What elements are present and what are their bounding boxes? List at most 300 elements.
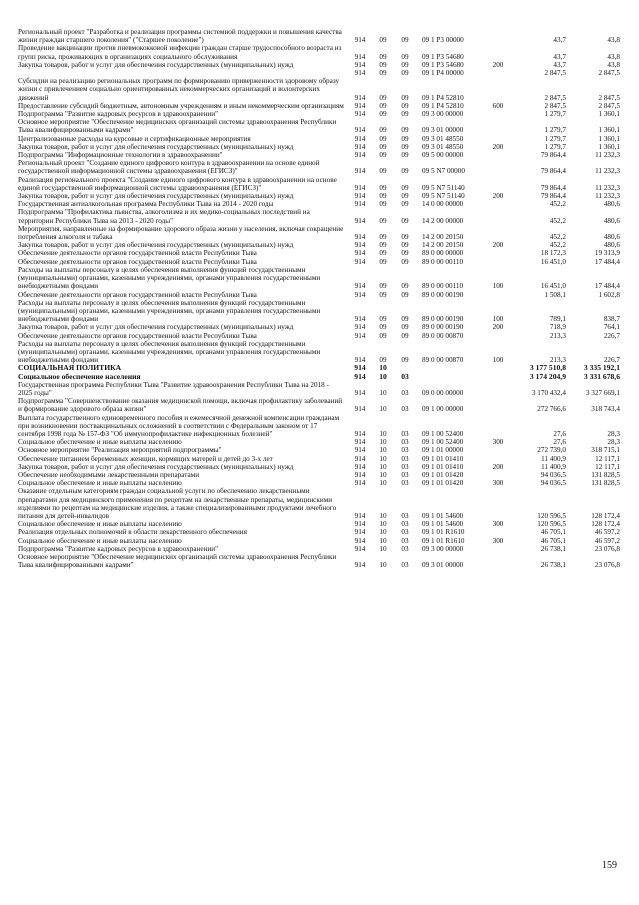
cell-a: 272 739,0 (537, 446, 566, 455)
cell-k: 09 3 01 48550 (422, 142, 464, 151)
cell-a: 43,7 (553, 60, 566, 69)
cell-r: 09 (379, 233, 387, 242)
cell-name: Подпрограмма "Развитие кадровых ресурсов в здравоохранении" (18, 110, 219, 119)
cell-a: 452,2 (549, 200, 566, 209)
cell-name: Выплата государственного единовременного пособия и ежемесячной денежной компенсации гражданам при возникновении поствакцинальных осложнений в соответствии с Федеральным законом от 17 сентября 1998 года № 157-ФЗ "Об иммунопрофилактике инфекционных болезней" (18, 413, 340, 438)
cell-v: 914 (354, 233, 366, 242)
cell-k: 09 3 01 48550 (422, 134, 464, 143)
cell-t: 100 (492, 356, 504, 365)
table-row (18, 135, 620, 143)
cell-r: 09 (379, 151, 387, 160)
table-row (18, 102, 620, 110)
table-row (18, 446, 620, 454)
cell-k: 09 1 00 52400 (422, 438, 464, 447)
cell-t: 300 (492, 479, 504, 488)
cell-t: 100 (492, 315, 504, 324)
cell-p: 03 (401, 438, 409, 447)
cell-p: 09 (401, 151, 409, 160)
cell-a: 272 766,6 (537, 405, 566, 414)
table-row (18, 110, 620, 118)
cell-v: 914 (354, 405, 366, 414)
cell-p: 03 (401, 446, 409, 455)
cell-k: 89 0 00 00190 (422, 323, 464, 332)
cell-r: 09 (379, 101, 387, 110)
table-row (18, 61, 620, 69)
cell-b: 17 484,4 (594, 282, 620, 291)
table-row (18, 291, 620, 299)
cell-k: 09 1 01 54600 (422, 520, 464, 529)
cell-name: Региональный проект "Разработка и реализация программы системной поддержки и повышения качества жизни граждан старшего поколения" ("Старшее поколение") (18, 28, 342, 45)
cell-p: 09 (401, 101, 409, 110)
cell-b: 128 172,4 (591, 520, 620, 529)
cell-a: 2 847,5 (544, 69, 566, 78)
cell-r: 10 (379, 363, 387, 373)
cell-v: 914 (354, 315, 366, 324)
cell-r: 10 (379, 544, 387, 553)
cell-p: 09 (401, 290, 409, 299)
cell-a: 452,2 (549, 233, 566, 242)
cell-v: 914 (354, 544, 366, 553)
cell-v: 914 (354, 192, 366, 201)
table-row (18, 151, 620, 159)
cell-p: 09 (401, 183, 409, 192)
cell-v: 914 (354, 142, 366, 151)
table-row (18, 381, 620, 397)
cell-name: Основное мероприятие "Реализация мероприятий подпрограммы" (18, 446, 222, 455)
cell-r: 10 (379, 528, 387, 537)
cell-p: 09 (401, 356, 409, 365)
cell-k: 09 1 P4 52810 (422, 101, 464, 110)
cell-k: 09 3 01 00000 (422, 126, 464, 135)
cell-b: 1 602,8 (598, 290, 620, 299)
cell-name: Оказание отдельным категориям граждан социальной услуги по обеспечению лекарственными препаратами для медицинского применения по рецептам на лекарственные препараты, медицинскими изделиями по рецептам на медицинские изделия, а также специализированными продуктами лечебного питания для детей-инвалидов (18, 487, 337, 520)
cell-p: 03 (401, 371, 409, 381)
table-row (18, 249, 620, 257)
cell-p: 03 (401, 429, 409, 438)
cell-r: 10 (379, 388, 387, 397)
table-row (18, 143, 620, 151)
cell-b: 12 117,1 (595, 462, 620, 471)
cell-a: 2 847,5 (544, 93, 566, 102)
cell-k: 09 1 P3 00000 (422, 36, 464, 45)
cell-k: 89 0 00 00870 (422, 331, 464, 340)
table-row (18, 479, 620, 487)
table-row (18, 463, 620, 471)
cell-r: 10 (379, 429, 387, 438)
cell-name: Закупка товаров, работ и услуг для обеспечения государственных (муниципальных) нужд (18, 241, 294, 250)
cell-b: 3 335 192,1 (583, 363, 620, 373)
cell-v: 914 (354, 257, 366, 266)
cell-p: 09 (401, 60, 409, 69)
cell-a: 2 847,5 (544, 101, 566, 110)
cell-a: 46 705,1 (540, 528, 566, 537)
cell-r: 10 (379, 470, 387, 479)
cell-b: 3 331 678,6 (583, 371, 620, 381)
cell-k: 09 3 00 00000 (422, 544, 464, 553)
cell-a: 452,2 (549, 241, 566, 250)
cell-name: Региональный проект "Создание единого цифрового контура в здравоохранении на основе единой государственной информационной системы здравоохранения (ЕГИСЗ)" (18, 159, 320, 176)
table-row (18, 397, 620, 413)
cell-b: 1 360,1 (598, 110, 620, 119)
cell-b: 11 232,3 (595, 151, 620, 160)
table-row (18, 373, 620, 381)
cell-t: 200 (492, 192, 504, 201)
cell-v: 914 (354, 69, 366, 78)
table-row (18, 241, 620, 249)
cell-p: 03 (401, 544, 409, 553)
cell-a: 43,7 (553, 36, 566, 45)
cell-b: 23 076,8 (594, 544, 620, 553)
cell-b: 838,7 (603, 315, 620, 324)
cell-b: 480,6 (603, 216, 620, 225)
cell-b: 318 715,1 (591, 446, 620, 455)
table-row (18, 487, 620, 520)
cell-v: 914 (354, 454, 366, 463)
cell-p: 09 (401, 69, 409, 78)
table-row (18, 323, 620, 331)
table-row (18, 159, 620, 175)
cell-b: 764,1 (603, 323, 620, 332)
table-row (18, 118, 620, 134)
cell-p: 09 (401, 200, 409, 209)
table-row (18, 537, 620, 545)
cell-v: 914 (354, 371, 366, 381)
cell-b: 12 117,1 (595, 454, 620, 463)
cell-p: 09 (401, 249, 409, 258)
cell-r: 10 (379, 371, 387, 381)
cell-name: Расходы на выплаты персоналу в целях обеспечения выполнения функций государственными (муниципальными) органами, казенными учреждениями, органами управления государственными внебюджетными фондами (18, 339, 321, 365)
cell-k: 09 1 01 R1610 (422, 528, 465, 537)
cell-k: 14 2 00 00000 (422, 216, 464, 225)
cell-b: 1 360,1 (598, 142, 620, 151)
cell-b: 28,3 (607, 429, 620, 438)
cell-b: 3 327 669,1 (585, 388, 620, 397)
cell-k: 14 0 00 00000 (422, 200, 464, 209)
cell-k: 89 0 00 00870 (422, 356, 464, 365)
cell-b: 480,6 (603, 241, 620, 250)
cell-b: 226,7 (603, 356, 620, 365)
cell-r: 09 (379, 257, 387, 266)
cell-v: 914 (354, 363, 366, 373)
cell-r: 10 (379, 462, 387, 471)
cell-name: Обеспечение деятельности органов государственной власти Республики Тыва (18, 331, 257, 340)
cell-p: 09 (401, 241, 409, 250)
cell-t: 300 (492, 520, 504, 529)
cell-a: 11 400,9 (541, 462, 566, 471)
cell-v: 914 (354, 520, 366, 529)
cell-name: Централизованные расходы на курсовые и сертификационные мероприятия (18, 134, 251, 143)
cell-a: 43,7 (553, 52, 566, 61)
table-row (18, 192, 620, 200)
cell-name: Подпрограмма "Совершенствование оказания медицинской помощи, включая профилактику заболеваний и формирование здорового образа жизни" (18, 397, 343, 414)
cell-a: 3 170 432,4 (531, 388, 566, 397)
table-row (18, 208, 620, 224)
cell-a: 46 705,1 (540, 536, 566, 545)
cell-r: 09 (379, 241, 387, 250)
cell-r: 09 (379, 192, 387, 201)
cell-p: 09 (401, 167, 409, 176)
cell-k: 09 3 00 00000 (422, 110, 464, 119)
cell-v: 914 (354, 536, 366, 545)
cell-p: 09 (401, 323, 409, 332)
cell-r: 10 (379, 454, 387, 463)
table-row (18, 471, 620, 479)
cell-b: 46 597,2 (594, 536, 620, 545)
cell-name: Реализация регионального проекта "Создание единого цифрового контура в здравоохранении на основе единой государственной информационной системы здравоохранения (ЕГИСЗ)" (18, 175, 337, 192)
cell-p: 03 (401, 454, 409, 463)
cell-a: 79 864,4 (540, 167, 566, 176)
cell-a: 1 279,7 (544, 126, 566, 135)
cell-a: 120 596,5 (537, 520, 566, 529)
cell-t: 200 (492, 323, 504, 332)
cell-k: 09 1 P4 52810 (422, 93, 464, 102)
cell-p: 03 (401, 536, 409, 545)
table-row (18, 520, 620, 528)
cell-a: 1 279,7 (544, 134, 566, 143)
cell-v: 914 (354, 36, 366, 45)
cell-k: 14 2 00 20150 (422, 233, 464, 242)
table-row (18, 340, 620, 365)
table-row (18, 332, 620, 340)
cell-r: 10 (379, 511, 387, 520)
cell-v: 914 (354, 200, 366, 209)
cell-v: 914 (354, 241, 366, 250)
cell-r: 09 (379, 60, 387, 69)
cell-v: 914 (354, 52, 366, 61)
cell-r: 09 (379, 216, 387, 225)
cell-p: 03 (401, 388, 409, 397)
cell-a: 1 279,7 (544, 142, 566, 151)
cell-k: 09 1 01 R1610 (422, 536, 465, 545)
cell-a: 1 279,7 (544, 110, 566, 119)
cell-p: 09 (401, 134, 409, 143)
cell-p: 03 (401, 479, 409, 488)
table-row (18, 553, 620, 569)
cell-name: Обеспечение деятельности органов государственной власти Республики Тыва (18, 249, 257, 258)
cell-v: 914 (354, 438, 366, 447)
cell-p: 03 (401, 528, 409, 537)
cell-b: 46 597,2 (594, 528, 620, 537)
cell-b: 480,6 (603, 200, 620, 209)
cell-p: 09 (401, 192, 409, 201)
cell-k: 89 0 00 00190 (422, 315, 464, 324)
cell-b: 11 232,3 (595, 183, 620, 192)
cell-k: 09 5 00 00000 (422, 151, 464, 160)
cell-b: 2 847,5 (598, 69, 620, 78)
cell-a: 16 451,0 (540, 282, 566, 291)
cell-name: Государственная программа Республики Тыва "Развитие здравоохранения Республики Тыва на 2018 - 2025 годы" (18, 380, 329, 397)
cell-k: 09 1 00 52400 (422, 429, 464, 438)
cell-r: 10 (379, 446, 387, 455)
cell-r: 10 (379, 438, 387, 447)
cell-name: Обеспечение деятельности органов государственной власти Республики Тыва (18, 290, 257, 299)
cell-r: 09 (379, 142, 387, 151)
table-row (18, 299, 620, 324)
cell-p: 03 (401, 511, 409, 520)
cell-k: 09 1 01 01420 (422, 479, 464, 488)
cell-b: 23 076,8 (594, 561, 620, 570)
cell-a: 1 508,1 (544, 290, 566, 299)
cell-v: 914 (354, 101, 366, 110)
cell-r: 09 (379, 323, 387, 332)
cell-p: 03 (401, 462, 409, 471)
cell-name: Обеспечение деятельности органов государственной власти Республики Тыва (18, 257, 257, 266)
cell-r: 10 (379, 536, 387, 545)
cell-v: 914 (354, 331, 366, 340)
cell-r: 09 (379, 183, 387, 192)
table-row (18, 438, 620, 446)
table-row (18, 44, 620, 60)
cell-k: 89 0 00 00000 (422, 249, 464, 258)
cell-name: Социальное обеспечение и иные выплаты населению (18, 520, 182, 529)
cell-v: 914 (354, 388, 366, 397)
table-row (18, 266, 620, 291)
table-row (18, 69, 620, 77)
cell-t: 100 (492, 282, 504, 291)
cell-r: 09 (379, 282, 387, 291)
cell-t: 200 (492, 142, 504, 151)
cell-name: Расходы на выплаты персоналу в целях обеспечения выполнения функций государственными (муниципальными) органами, казенными учреждениями, органами управления государственными внебюджетными фондами (18, 265, 321, 291)
cell-t: 300 (492, 536, 504, 545)
cell-name: Обеспечение питанием беременных женщин, кормящих матерей и детей до 3-х лет (18, 454, 273, 463)
table-row (18, 455, 620, 463)
cell-r: 10 (379, 561, 387, 570)
cell-a: 79 864,4 (540, 192, 566, 201)
cell-name: Субсидии на реализацию региональных программ по формированию приверженности здоровому образу жизни с привлечением социально ориентированных некоммерческих организаций и волонтерских движений (18, 77, 340, 102)
cell-k: 89 0 00 00190 (422, 290, 464, 299)
cell-b: 11 232,3 (595, 167, 620, 176)
cell-k: 09 1 01 01420 (422, 470, 464, 479)
cell-name: Закупка товаров, работ и услуг для обеспечения государственных (муниципальных) нужд (18, 462, 294, 471)
cell-r: 10 (379, 520, 387, 529)
cell-t: 600 (492, 101, 504, 110)
cell-k: 09 1 P4 00000 (422, 69, 464, 78)
cell-t: 200 (492, 241, 504, 250)
cell-v: 914 (354, 60, 366, 69)
cell-v: 914 (354, 429, 366, 438)
cell-b: 131 828,5 (591, 479, 620, 488)
cell-r: 09 (379, 249, 387, 258)
cell-v: 914 (354, 249, 366, 258)
cell-p: 09 (401, 315, 409, 324)
cell-name: Подпрограмма "Профилактика пьянства, алкоголизма и их медико-социальных последствий на территории Республики Тыва на 2013 - 2020 годы" (18, 208, 310, 225)
cell-p: 03 (401, 405, 409, 414)
table-row (18, 28, 620, 44)
cell-r: 09 (379, 93, 387, 102)
cell-b: 2 847,5 (598, 101, 620, 110)
cell-k: 09 1 01 54600 (422, 511, 464, 520)
cell-v: 914 (354, 528, 366, 537)
cell-r: 10 (379, 479, 387, 488)
cell-p: 09 (401, 282, 409, 291)
cell-a: 11 400,9 (541, 454, 566, 463)
cell-name: Закупка товаров, работ и услуг для обеспечения государственных (муниципальных) нужд (18, 323, 294, 332)
cell-k: 89 0 00 00110 (422, 282, 464, 291)
cell-v: 914 (354, 446, 366, 455)
cell-v: 914 (354, 479, 366, 488)
page-number: 159 (602, 860, 617, 871)
cell-b: 128 172,4 (591, 511, 620, 520)
cell-b: 11 232,3 (595, 192, 620, 201)
table-row (18, 414, 620, 439)
cell-t: 200 (492, 60, 504, 69)
cell-name: Мероприятия, направленные на формирование здорового образа жизни у населения, включая сокращение потребления алкоголя и табака (18, 224, 344, 242)
cell-v: 914 (354, 356, 366, 365)
cell-v: 914 (354, 167, 366, 176)
table-row (18, 225, 620, 241)
cell-name: Предоставление субсидий бюджетным, автономным учреждениям и иным некоммерческим организациям (18, 101, 344, 110)
cell-a: 79 864,4 (540, 151, 566, 160)
cell-b: 226,7 (603, 331, 620, 340)
table-row (18, 176, 620, 192)
cell-r: 09 (379, 200, 387, 209)
cell-r: 09 (379, 126, 387, 135)
cell-k: 09 1 P3 54680 (422, 52, 464, 61)
table-row (18, 528, 620, 536)
cell-a: 120 596,5 (537, 511, 566, 520)
cell-p: 09 (401, 142, 409, 151)
cell-a: 718,9 (549, 323, 566, 332)
table-row (18, 545, 620, 553)
cell-b: 43,8 (607, 36, 620, 45)
cell-v: 914 (354, 290, 366, 299)
cell-v: 914 (354, 282, 366, 291)
cell-t: 200 (492, 462, 504, 471)
cell-p: 09 (401, 233, 409, 242)
cell-name: Основное мероприятие "Обеспечение медицинских организаций системы здравоохранения Республики Тыва квалифицированными кадрами" (18, 118, 337, 135)
cell-k: 09 3 01 00000 (422, 561, 464, 570)
cell-p: 09 (401, 110, 409, 119)
cell-r: 09 (379, 290, 387, 299)
cell-b: 43,8 (607, 52, 620, 61)
cell-a: 79 864,4 (540, 183, 566, 192)
cell-b: 1 360,1 (598, 134, 620, 143)
cell-r: 09 (379, 52, 387, 61)
cell-name: Государственная антиалкогольная программа Республики Тыва на 2014 - 2020 годы (18, 200, 274, 209)
cell-a: 213,3 (549, 331, 566, 340)
cell-name: Закупка товаров, работ и услуг для обеспечения государственных (муниципальных) нужд (18, 192, 294, 201)
cell-name: Закупка товаров, работ и услуг для обеспечения государственных (муниципальных) нужд (18, 60, 294, 69)
cell-p: 09 (401, 52, 409, 61)
cell-name: Социальное обеспечение населения (18, 371, 141, 381)
cell-k: 89 0 00 00110 (422, 257, 464, 266)
cell-name: Социальное обеспечение и иные выплаты населению (18, 536, 182, 545)
cell-v: 914 (354, 110, 366, 119)
cell-v: 914 (354, 470, 366, 479)
cell-a: 94 036,5 (540, 479, 566, 488)
cell-k: 09 1 01 00000 (422, 446, 464, 455)
cell-v: 914 (354, 126, 366, 135)
cell-k: 09 5 N7 51140 (422, 192, 465, 201)
cell-p: 09 (401, 36, 409, 45)
cell-r: 09 (379, 36, 387, 45)
cell-a: 27,6 (553, 429, 566, 438)
budget-table (18, 28, 620, 569)
cell-a: 94 036,5 (540, 470, 566, 479)
cell-name: СОЦИАЛЬНАЯ ПОЛИТИКА (18, 363, 122, 373)
cell-b: 28,3 (607, 438, 620, 447)
cell-name: Подпрограмма "Информационные технологии в здравоохранении" (18, 151, 223, 160)
cell-a: 789,1 (549, 315, 566, 324)
cell-name: Обеспечение необходимыми лекарственными препаратами (18, 470, 200, 479)
cell-p: 09 (401, 216, 409, 225)
cell-name: Социальное обеспечение и иные выплаты населению (18, 438, 182, 447)
cell-r: 10 (379, 405, 387, 414)
cell-k: 09 1 01 01410 (422, 454, 464, 463)
cell-r: 09 (379, 134, 387, 143)
cell-v: 914 (354, 134, 366, 143)
cell-b: 17 484,4 (594, 257, 620, 266)
